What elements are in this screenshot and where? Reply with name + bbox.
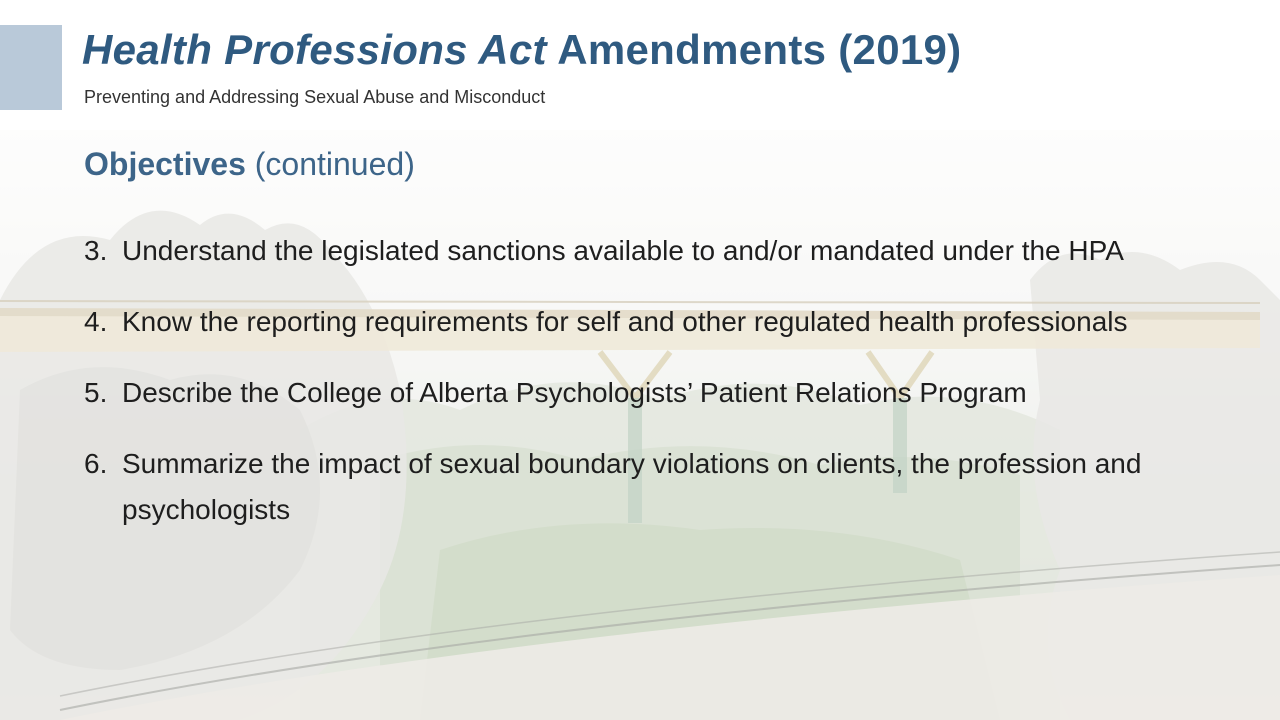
objective-item [84, 370, 1194, 416]
objective-text: Understand the legislated sanctions available to and/or mandated under the HPA [122, 235, 1124, 266]
slide-title-rest: Amendments (2019) [557, 26, 962, 73]
objective-number: 4. [84, 306, 108, 337]
objective-item [84, 441, 1194, 533]
objective-text: Summarize the impact of sexual boundary violations on clients, the profession and psychologists [122, 448, 1142, 525]
objective-text: Know the reporting requirements for self and other regulated health professionals [122, 306, 1128, 337]
slide-subtitle: Preventing and Addressing Sexual Abuse and Misconduct [84, 87, 546, 107]
slide-title-italic: Health Professions Act [82, 26, 547, 73]
objective-number: 3. [84, 235, 108, 266]
section-heading-bold: Objectives [84, 146, 246, 182]
objective-number: 5. [84, 377, 108, 408]
slide-header [0, 0, 1280, 130]
objective-number: 6. [84, 448, 108, 479]
objectives-list [84, 228, 1194, 533]
section-heading [84, 146, 415, 183]
section-heading-rest: (continued) [254, 146, 415, 182]
objective-item [84, 299, 1194, 345]
accent-block [0, 25, 62, 110]
objective-item [84, 228, 1194, 274]
objective-text: Describe the College of Alberta Psychologists’ Patient Relations Program [122, 377, 1027, 408]
slide-title [82, 26, 961, 74]
